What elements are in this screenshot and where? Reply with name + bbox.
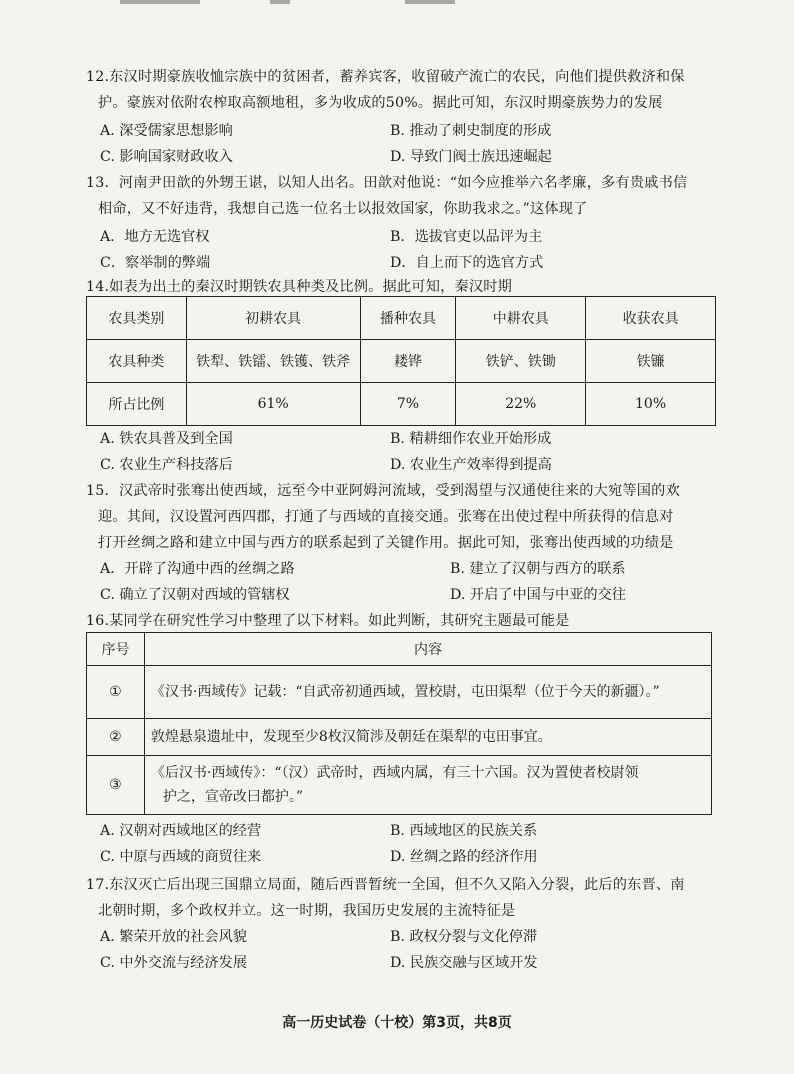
table-cell: 农具类别	[87, 297, 187, 340]
question-14-options	[100, 426, 700, 478]
option-13-c: C．察举制的弊端	[100, 255, 211, 271]
row-number: ②	[87, 719, 145, 756]
option-14-d: D. 农业生产效率得到提高	[390, 457, 552, 473]
iron-tools-table	[86, 296, 716, 426]
question-12-line-1: 12.东汉时期豪族收恤宗族中的贫困者，蓄养宾客，收留破产流亡的农民，向他们提供救济和保	[86, 69, 685, 85]
option-13-d: D．自上而下的选官方式	[390, 255, 544, 271]
table-cell: 播种农具	[360, 297, 456, 340]
question-17	[86, 872, 712, 924]
table-cell: 农具种类	[87, 340, 187, 383]
question-17-line-1: 17.东汉灭亡后出现三国鼎立局面，随后西晋暂统一全国，但不久又陷入分裂，此后的东晋、南	[86, 877, 685, 893]
content-line: 敦煌悬泉遗址中，发现至少8枚汉简涉及朝廷在渠犁的屯田事宜。	[150, 729, 552, 745]
option-16-a: A. 汉朝对西域地区的经营	[100, 823, 262, 839]
table-header-row	[87, 633, 712, 666]
table-cell: 铁铲、铁锄	[456, 340, 586, 383]
table-row	[87, 383, 716, 426]
option-15-d: D. 开启了中国与中亚的交往	[450, 587, 626, 603]
table-cell: 铁镰	[586, 340, 716, 383]
content-line: 《后汉书·西域传》：“（汉）武帝时，西域内属，有三十六国。汉为置使者校尉领	[150, 765, 639, 781]
question-16-options	[100, 818, 700, 870]
option-17-b: B. 政权分裂与文化停滞	[390, 929, 538, 945]
table-cell: 所占比例	[87, 383, 187, 426]
column-header-number: 序号	[87, 633, 145, 666]
table-cell: 22%	[456, 383, 586, 426]
option-13-a: A．地方无选官权	[100, 229, 210, 245]
question-13-line-2: 相命，又不好违背，我想自己选一位名士以报效国家，你助我求之。”这体现了	[98, 201, 588, 217]
option-15-a: A．开辟了沟通中西的丝绸之路	[100, 561, 295, 577]
table-cell: 初耕农具	[186, 297, 360, 340]
option-14-a: A. 铁农具普及到全国	[100, 431, 233, 447]
table-row	[87, 719, 712, 756]
content-line: 护之，宣帝改曰都护。”	[162, 789, 304, 805]
option-17-c: C. 中外交流与经济发展	[100, 955, 248, 971]
table-cell: 7%	[360, 383, 456, 426]
table-cell: 10%	[586, 383, 716, 426]
option-12-b: B. 推动了刺史制度的形成	[390, 123, 552, 139]
option-12-c: C. 影响国家财政收入	[100, 149, 233, 165]
question-16-line-1: 16.某同学在研究性学习中整理了以下材料。如此判断，其研究主题最可能是	[86, 613, 570, 629]
option-15-c: C. 确立了汉朝对西域的管辖权	[100, 587, 290, 603]
table-cell: 铁犁、铁镭、铁镬、铁斧	[186, 340, 360, 383]
question-15-line-3: 打开丝绸之路和建立中国与西方的联系起到了关键作用。据此可知，张骞出使西域的功绩是	[98, 535, 674, 551]
row-number: ①	[87, 666, 145, 719]
option-16-d: D. 丝绸之路的经济作用	[390, 849, 538, 865]
question-13-line-1: 13．河南尹田歆的外甥王谌，以知人出名。田歆对他说：“如今应推举六名孝廉，多有贵戚书信	[86, 175, 688, 191]
top-scan-artifact	[120, 0, 540, 8]
question-12	[86, 64, 712, 116]
question-15-line-1: 15．汉武帝时张骞出使西域，远至今中亚阿姆河流域，受到渴望与汉通使往来的大宛等国的欢	[86, 483, 680, 499]
question-15	[86, 478, 712, 556]
row-content	[144, 719, 711, 756]
table-row	[87, 340, 716, 383]
table-cell: 61%	[186, 383, 360, 426]
table-row	[87, 666, 712, 719]
row-content	[144, 666, 711, 719]
question-12-line-2: 护。豪族对依附农榨取高额地租，多为收成的50%。据此可知，东汉时期豪族势力的发展	[98, 95, 663, 111]
question-15-line-2: 迎。其间，汉设置河西四郡，打通了与西域的直接交通。张骞在出使过程中所获得的信息对	[98, 509, 674, 525]
row-content	[144, 756, 711, 815]
content-line: 《汉书·西域传》记载：“自武帝初通西域，置校尉，屯田渠犁（位于今天的新疆）。”	[150, 684, 660, 700]
table-cell: 中耕农具	[456, 297, 586, 340]
question-13	[86, 170, 712, 222]
page-footer: 高一历史试卷（十校）第3页，共8页	[282, 1015, 512, 1031]
table-row	[87, 756, 712, 815]
question-13-options	[100, 224, 700, 276]
option-17-d: D. 民族交融与区域开发	[390, 955, 538, 971]
option-16-c: C. 中原与西域的商贸往来	[100, 849, 262, 865]
question-15-options	[100, 556, 700, 608]
table-cell: 收获农具	[586, 297, 716, 340]
option-14-c: C. 农业生产科技落后	[100, 457, 233, 473]
option-15-b: B. 建立了汉朝与西方的联系	[450, 561, 626, 577]
table-cell: 耧铧	[360, 340, 456, 383]
option-16-b: B. 西域地区的民族关系	[390, 823, 538, 839]
option-13-b: B．选拔官吏以品评为主	[390, 229, 543, 245]
question-17-options	[100, 924, 700, 976]
question-17-line-2: 北朝时期，多个政权并立。这一时期，我国历史发展的主流特征是	[98, 903, 516, 919]
option-14-b: B. 精耕细作农业开始形成	[390, 431, 552, 447]
option-12-d: D. 导致门阀士族迅速崛起	[390, 149, 552, 165]
row-number: ③	[87, 756, 145, 815]
table-row	[87, 297, 716, 340]
question-16	[86, 608, 712, 634]
option-12-a: A. 深受儒家思想影响	[100, 123, 233, 139]
materials-table	[86, 632, 712, 815]
question-14-line-1: 14.如表为出土的秦汉时期铁农具种类及比例。据此可知，秦汉时期	[86, 279, 513, 295]
column-header-content: 内容	[144, 633, 711, 666]
question-12-options	[100, 118, 700, 170]
option-17-a: A. 繁荣开放的社会风貌	[100, 929, 247, 945]
